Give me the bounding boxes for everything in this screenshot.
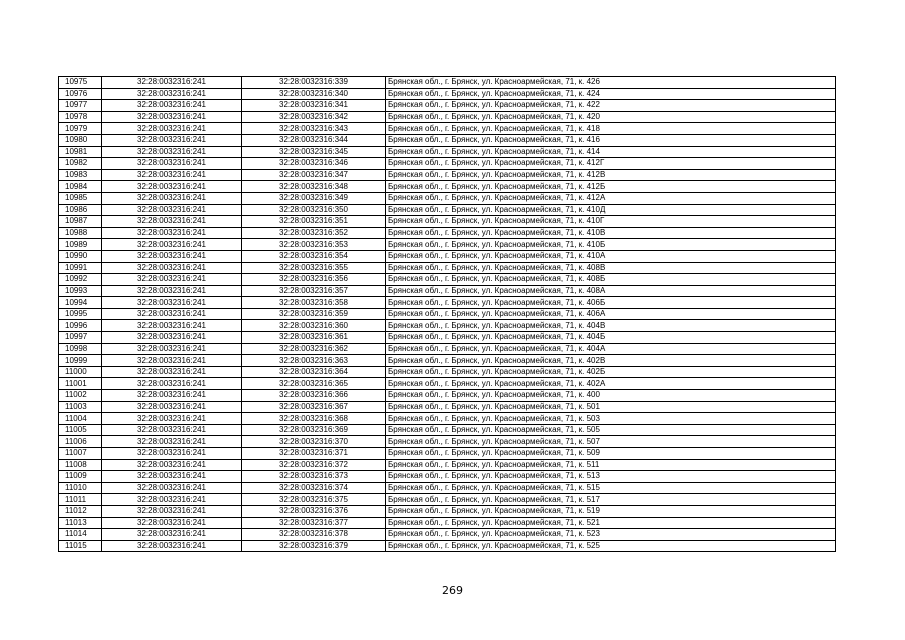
cadastral-number-cell: 32:28:0032316:364 — [242, 366, 386, 378]
table-row — [59, 413, 836, 425]
row-number-cell: 11015 — [59, 540, 102, 552]
table-row — [59, 401, 836, 413]
address-cell: Брянская обл., г. Брянск, ул. Красноармейская, 71, к. 406Б — [386, 297, 836, 309]
address-cell: Брянская обл., г. Брянск, ул. Красноармейская, 71, к. 511 — [386, 459, 836, 471]
parent-cadastral-number-cell: 32:28:0032316:241 — [102, 320, 242, 332]
row-number-cell: 10987 — [59, 216, 102, 228]
parent-cadastral-number-cell: 32:28:0032316:241 — [102, 424, 242, 436]
parent-cadastral-number-cell: 32:28:0032316:241 — [102, 355, 242, 367]
parent-cadastral-number-cell: 32:28:0032316:241 — [102, 262, 242, 274]
address-cell: Брянская обл., г. Брянск, ул. Красноармейская, 71, к. 501 — [386, 401, 836, 413]
table-row — [59, 448, 836, 460]
row-number-cell: 10997 — [59, 332, 102, 344]
parent-cadastral-number-cell: 32:28:0032316:241 — [102, 123, 242, 135]
address-cell: Брянская обл., г. Брянск, ул. Красноармейская, 71, к. 410Г — [386, 216, 836, 228]
row-number-cell: 11013 — [59, 517, 102, 529]
cadastral-number-cell: 32:28:0032316:374 — [242, 482, 386, 494]
parent-cadastral-number-cell: 32:28:0032316:241 — [102, 459, 242, 471]
address-cell: Брянская обл., г. Брянск, ул. Красноармейская, 71, к. 404В — [386, 320, 836, 332]
cadastral-number-cell: 32:28:0032316:376 — [242, 505, 386, 517]
table-row — [59, 332, 836, 344]
cadastral-number-cell: 32:28:0032316:379 — [242, 540, 386, 552]
row-number-cell: 10988 — [59, 227, 102, 239]
parent-cadastral-number-cell: 32:28:0032316:241 — [102, 505, 242, 517]
row-number-cell: 11007 — [59, 448, 102, 460]
table-row — [59, 529, 836, 541]
table-row — [59, 77, 836, 89]
table-row — [59, 436, 836, 448]
cadastral-number-cell: 32:28:0032316:352 — [242, 227, 386, 239]
cadastral-number-cell: 32:28:0032316:343 — [242, 123, 386, 135]
table-row — [59, 158, 836, 170]
row-number-cell: 10985 — [59, 192, 102, 204]
parent-cadastral-number-cell: 32:28:0032316:241 — [102, 285, 242, 297]
parent-cadastral-number-cell: 32:28:0032316:241 — [102, 366, 242, 378]
table-row — [59, 297, 836, 309]
address-cell: Брянская обл., г. Брянск, ул. Красноармейская, 71, к. 410А — [386, 250, 836, 262]
row-number-cell: 11002 — [59, 390, 102, 402]
address-cell: Брянская обл., г. Брянск, ул. Красноармейская, 71, к. 414 — [386, 146, 836, 158]
table-row — [59, 100, 836, 112]
table-row — [59, 540, 836, 552]
address-cell: Брянская обл., г. Брянск, ул. Красноармейская, 71, к. 416 — [386, 134, 836, 146]
table-row — [59, 343, 836, 355]
table-row — [59, 227, 836, 239]
parent-cadastral-number-cell: 32:28:0032316:241 — [102, 332, 242, 344]
table-row — [59, 366, 836, 378]
address-cell: Брянская обл., г. Брянск, ул. Красноармейская, 71, к. 420 — [386, 111, 836, 123]
parent-cadastral-number-cell: 32:28:0032316:241 — [102, 250, 242, 262]
table-row — [59, 424, 836, 436]
parent-cadastral-number-cell: 32:28:0032316:241 — [102, 88, 242, 100]
row-number-cell: 10991 — [59, 262, 102, 274]
cadastral-number-cell: 32:28:0032316:378 — [242, 529, 386, 541]
parent-cadastral-number-cell: 32:28:0032316:241 — [102, 390, 242, 402]
cadastral-number-cell: 32:28:0032316:371 — [242, 448, 386, 460]
row-number-cell: 11012 — [59, 505, 102, 517]
cadastral-number-cell: 32:28:0032316:358 — [242, 297, 386, 309]
row-number-cell: 10990 — [59, 250, 102, 262]
row-number-cell: 10977 — [59, 100, 102, 112]
parent-cadastral-number-cell: 32:28:0032316:241 — [102, 239, 242, 251]
row-number-cell: 11011 — [59, 494, 102, 506]
parent-cadastral-number-cell: 32:28:0032316:241 — [102, 471, 242, 483]
address-cell: Брянская обл., г. Брянск, ул. Красноармейская, 71, к. 410Д — [386, 204, 836, 216]
registry-table — [58, 76, 836, 552]
row-number-cell: 11003 — [59, 401, 102, 413]
address-cell: Брянская обл., г. Брянск, ул. Красноармейская, 71, к. 507 — [386, 436, 836, 448]
cadastral-number-cell: 32:28:0032316:349 — [242, 192, 386, 204]
parent-cadastral-number-cell: 32:28:0032316:241 — [102, 169, 242, 181]
cadastral-number-cell: 32:28:0032316:356 — [242, 274, 386, 286]
address-cell: Брянская обл., г. Брянск, ул. Красноармейская, 71, к. 525 — [386, 540, 836, 552]
cadastral-number-cell: 32:28:0032316:351 — [242, 216, 386, 228]
address-cell: Брянская обл., г. Брянск, ул. Красноармейская, 71, к. 404Б — [386, 332, 836, 344]
address-cell: Брянская обл., г. Брянск, ул. Красноармейская, 71, к. 505 — [386, 424, 836, 436]
cadastral-number-cell: 32:28:0032316:341 — [242, 100, 386, 112]
row-number-cell: 10996 — [59, 320, 102, 332]
address-cell: Брянская обл., г. Брянск, ул. Красноармейская, 71, к. 402Б — [386, 366, 836, 378]
address-cell: Брянская обл., г. Брянск, ул. Красноармейская, 71, к. 400 — [386, 390, 836, 402]
row-number-cell: 10992 — [59, 274, 102, 286]
cadastral-number-cell: 32:28:0032316:348 — [242, 181, 386, 193]
address-cell: Брянская обл., г. Брянск, ул. Красноармейская, 71, к. 424 — [386, 88, 836, 100]
table-row — [59, 494, 836, 506]
cadastral-number-cell: 32:28:0032316:370 — [242, 436, 386, 448]
table-row — [59, 216, 836, 228]
cadastral-number-cell: 32:28:0032316:369 — [242, 424, 386, 436]
table-row — [59, 262, 836, 274]
parent-cadastral-number-cell: 32:28:0032316:241 — [102, 77, 242, 89]
cadastral-number-cell: 32:28:0032316:342 — [242, 111, 386, 123]
parent-cadastral-number-cell: 32:28:0032316:241 — [102, 529, 242, 541]
page-number: 269 — [442, 584, 463, 597]
cadastral-number-cell: 32:28:0032316:377 — [242, 517, 386, 529]
row-number-cell: 11001 — [59, 378, 102, 390]
parent-cadastral-number-cell: 32:28:0032316:241 — [102, 436, 242, 448]
parent-cadastral-number-cell: 32:28:0032316:241 — [102, 192, 242, 204]
row-number-cell: 11008 — [59, 459, 102, 471]
cadastral-number-cell: 32:28:0032316:373 — [242, 471, 386, 483]
cadastral-number-cell: 32:28:0032316:355 — [242, 262, 386, 274]
row-number-cell: 10989 — [59, 239, 102, 251]
row-number-cell: 10986 — [59, 204, 102, 216]
parent-cadastral-number-cell: 32:28:0032316:241 — [102, 100, 242, 112]
address-cell: Брянская обл., г. Брянск, ул. Красноармейская, 71, к. 422 — [386, 100, 836, 112]
address-cell: Брянская обл., г. Брянск, ул. Красноармейская, 71, к. 519 — [386, 505, 836, 517]
row-number-cell: 10999 — [59, 355, 102, 367]
cadastral-number-cell: 32:28:0032316:372 — [242, 459, 386, 471]
table-row — [59, 320, 836, 332]
address-cell: Брянская обл., г. Брянск, ул. Красноармейская, 71, к. 513 — [386, 471, 836, 483]
row-number-cell: 11004 — [59, 413, 102, 425]
address-cell: Брянская обл., г. Брянск, ул. Красноармейская, 71, к. 515 — [386, 482, 836, 494]
table-row — [59, 459, 836, 471]
row-number-cell: 11006 — [59, 436, 102, 448]
address-cell: Брянская обл., г. Брянск, ул. Красноармейская, 71, к. 412Г — [386, 158, 836, 170]
address-cell: Брянская обл., г. Брянск, ул. Красноармейская, 71, к. 412А — [386, 192, 836, 204]
table-row — [59, 181, 836, 193]
row-number-cell: 10995 — [59, 308, 102, 320]
row-number-cell: 10984 — [59, 181, 102, 193]
row-number-cell: 10998 — [59, 343, 102, 355]
parent-cadastral-number-cell: 32:28:0032316:241 — [102, 181, 242, 193]
address-cell: Брянская обл., г. Брянск, ул. Красноармейская, 71, к. 410В — [386, 227, 836, 239]
parent-cadastral-number-cell: 32:28:0032316:241 — [102, 401, 242, 413]
table-row — [59, 274, 836, 286]
parent-cadastral-number-cell: 32:28:0032316:241 — [102, 111, 242, 123]
table-row — [59, 308, 836, 320]
table-row — [59, 134, 836, 146]
cadastral-number-cell: 32:28:0032316:347 — [242, 169, 386, 181]
parent-cadastral-number-cell: 32:28:0032316:241 — [102, 517, 242, 529]
table-row — [59, 378, 836, 390]
cadastral-number-cell: 32:28:0032316:346 — [242, 158, 386, 170]
cadastral-number-cell: 32:28:0032316:362 — [242, 343, 386, 355]
row-number-cell: 11005 — [59, 424, 102, 436]
address-cell: Брянская обл., г. Брянск, ул. Красноармейская, 71, к. 412В — [386, 169, 836, 181]
parent-cadastral-number-cell: 32:28:0032316:241 — [102, 274, 242, 286]
parent-cadastral-number-cell: 32:28:0032316:241 — [102, 343, 242, 355]
address-cell: Брянская обл., г. Брянск, ул. Красноармейская, 71, к. 410Б — [386, 239, 836, 251]
parent-cadastral-number-cell: 32:28:0032316:241 — [102, 204, 242, 216]
cadastral-number-cell: 32:28:0032316:353 — [242, 239, 386, 251]
row-number-cell: 10976 — [59, 88, 102, 100]
table-row — [59, 482, 836, 494]
row-number-cell: 10993 — [59, 285, 102, 297]
cadastral-number-cell: 32:28:0032316:375 — [242, 494, 386, 506]
row-number-cell: 11000 — [59, 366, 102, 378]
table-row — [59, 239, 836, 251]
row-number-cell: 10994 — [59, 297, 102, 309]
cadastral-number-cell: 32:28:0032316:359 — [242, 308, 386, 320]
address-cell: Брянская обл., г. Брянск, ул. Красноармейская, 71, к. 402В — [386, 355, 836, 367]
row-number-cell: 10982 — [59, 158, 102, 170]
cadastral-number-cell: 32:28:0032316:345 — [242, 146, 386, 158]
cadastral-number-cell: 32:28:0032316:365 — [242, 378, 386, 390]
parent-cadastral-number-cell: 32:28:0032316:241 — [102, 227, 242, 239]
address-cell: Брянская обл., г. Брянск, ул. Красноармейская, 71, к. 406А — [386, 308, 836, 320]
table-row — [59, 390, 836, 402]
table-row — [59, 192, 836, 204]
row-number-cell: 10980 — [59, 134, 102, 146]
table-row — [59, 505, 836, 517]
cadastral-number-cell: 32:28:0032316:340 — [242, 88, 386, 100]
cadastral-number-cell: 32:28:0032316:363 — [242, 355, 386, 367]
cadastral-number-cell: 32:28:0032316:361 — [242, 332, 386, 344]
row-number-cell: 10983 — [59, 169, 102, 181]
row-number-cell: 10981 — [59, 146, 102, 158]
table-row — [59, 88, 836, 100]
row-number-cell: 10975 — [59, 77, 102, 89]
table-row — [59, 285, 836, 297]
parent-cadastral-number-cell: 32:28:0032316:241 — [102, 308, 242, 320]
address-cell: Брянская обл., г. Брянск, ул. Красноармейская, 71, к. 408Б — [386, 274, 836, 286]
parent-cadastral-number-cell: 32:28:0032316:241 — [102, 134, 242, 146]
registry-table-body — [59, 77, 836, 552]
address-cell: Брянская обл., г. Брянск, ул. Красноармейская, 71, к. 408А — [386, 285, 836, 297]
parent-cadastral-number-cell: 32:28:0032316:241 — [102, 482, 242, 494]
table-row — [59, 146, 836, 158]
parent-cadastral-number-cell: 32:28:0032316:241 — [102, 146, 242, 158]
table-row — [59, 355, 836, 367]
table-row — [59, 250, 836, 262]
address-cell: Брянская обл., г. Брянск, ул. Красноармейская, 71, к. 402А — [386, 378, 836, 390]
row-number-cell: 11014 — [59, 529, 102, 541]
parent-cadastral-number-cell: 32:28:0032316:241 — [102, 158, 242, 170]
table-row — [59, 204, 836, 216]
table-row — [59, 471, 836, 483]
parent-cadastral-number-cell: 32:28:0032316:241 — [102, 216, 242, 228]
row-number-cell: 10978 — [59, 111, 102, 123]
address-cell: Брянская обл., г. Брянск, ул. Красноармейская, 71, к. 404А — [386, 343, 836, 355]
parent-cadastral-number-cell: 32:28:0032316:241 — [102, 494, 242, 506]
cadastral-number-cell: 32:28:0032316:350 — [242, 204, 386, 216]
address-cell: Брянская обл., г. Брянск, ул. Красноармейская, 71, к. 517 — [386, 494, 836, 506]
address-cell: Брянская обл., г. Брянск, ул. Красноармейская, 71, к. 418 — [386, 123, 836, 135]
row-number-cell: 11010 — [59, 482, 102, 494]
parent-cadastral-number-cell: 32:28:0032316:241 — [102, 378, 242, 390]
cadastral-number-cell: 32:28:0032316:368 — [242, 413, 386, 425]
address-cell: Брянская обл., г. Брянск, ул. Красноармейская, 71, к. 426 — [386, 77, 836, 89]
parent-cadastral-number-cell: 32:28:0032316:241 — [102, 413, 242, 425]
cadastral-number-cell: 32:28:0032316:360 — [242, 320, 386, 332]
table-row — [59, 169, 836, 181]
parent-cadastral-number-cell: 32:28:0032316:241 — [102, 540, 242, 552]
cadastral-number-cell: 32:28:0032316:339 — [242, 77, 386, 89]
table-row — [59, 517, 836, 529]
parent-cadastral-number-cell: 32:28:0032316:241 — [102, 297, 242, 309]
parent-cadastral-number-cell: 32:28:0032316:241 — [102, 448, 242, 460]
table-row — [59, 123, 836, 135]
cadastral-number-cell: 32:28:0032316:366 — [242, 390, 386, 402]
row-number-cell: 11009 — [59, 471, 102, 483]
cadastral-number-cell: 32:28:0032316:357 — [242, 285, 386, 297]
cadastral-number-cell: 32:28:0032316:367 — [242, 401, 386, 413]
address-cell: Брянская обл., г. Брянск, ул. Красноармейская, 71, к. 523 — [386, 529, 836, 541]
cadastral-number-cell: 32:28:0032316:354 — [242, 250, 386, 262]
cadastral-number-cell: 32:28:0032316:344 — [242, 134, 386, 146]
address-cell: Брянская обл., г. Брянск, ул. Красноармейская, 71, к. 521 — [386, 517, 836, 529]
address-cell: Брянская обл., г. Брянск, ул. Красноармейская, 71, к. 412Б — [386, 181, 836, 193]
address-cell: Брянская обл., г. Брянск, ул. Красноармейская, 71, к. 509 — [386, 448, 836, 460]
address-cell: Брянская обл., г. Брянск, ул. Красноармейская, 71, к. 503 — [386, 413, 836, 425]
address-cell: Брянская обл., г. Брянск, ул. Красноармейская, 71, к. 408В — [386, 262, 836, 274]
table-row — [59, 111, 836, 123]
row-number-cell: 10979 — [59, 123, 102, 135]
